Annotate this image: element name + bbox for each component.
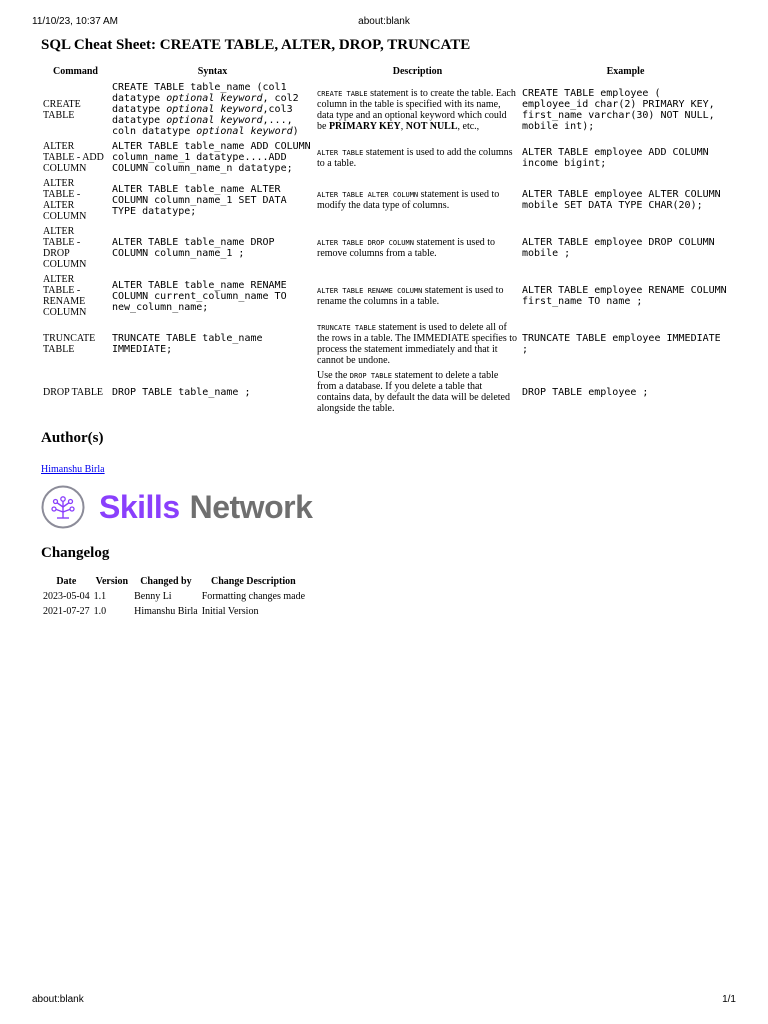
command-cell: ALTER TABLE - RENAME COLUMN bbox=[43, 274, 87, 318]
example-cell: ALTER TABLE employee RENAME COLUMN first_name TO name ; bbox=[522, 285, 727, 307]
example-cell: TRUNCATE TABLE employee IMMEDIATE ; bbox=[522, 333, 721, 355]
changelog-row bbox=[41, 604, 307, 619]
example-cell: ALTER TABLE employee ADD COLUMN income bigint; bbox=[522, 146, 709, 169]
logo-word-skills: Skills bbox=[99, 488, 180, 525]
changelog-changed-by: Benny Li bbox=[134, 591, 172, 602]
author-link[interactable]: Himanshu Birla bbox=[41, 464, 105, 475]
header-command: Command bbox=[52, 66, 98, 77]
changelog-heading: Changelog bbox=[41, 545, 110, 561]
header-change-description: Change Description bbox=[210, 576, 296, 587]
syntax-cell: CREATE TABLE table_name (col1 datatype optional keyword, col2 datatype optional keyword,col3 datatype optional keyword,..., coln datatype optional keyword) bbox=[112, 82, 299, 137]
print-header bbox=[32, 16, 736, 30]
description-cell: TRUNCATE TABLE statement is used to delete all of the rows in a table. The IMMEDIATE specifies to process the statement immediately and that it cannot be undone. bbox=[317, 322, 518, 366]
page-title: SQL Cheat Sheet: CREATE TABLE, ALTER, DROP, TRUNCATE bbox=[41, 37, 471, 53]
header-example: Example bbox=[606, 66, 645, 77]
example-cell: ALTER TABLE employee ALTER COLUMN mobile SET DATA TYPE CHAR(20); bbox=[522, 189, 721, 211]
example-cell: ALTER TABLE employee DROP COLUMN mobile ; bbox=[522, 237, 715, 259]
changelog-date: 2021-07-27 bbox=[43, 606, 90, 617]
syntax-cell: ALTER TABLE table_name RENAME COLUMN current_column_name TO new_column_name; bbox=[112, 279, 287, 313]
syntax-cell: ALTER TABLE table_name DROP COLUMN column_name_1 ; bbox=[112, 237, 275, 259]
description-cell: ALTER TABLE RENAME COLUMN statement is used to rename the columns in a table. bbox=[317, 285, 504, 307]
page-count: 1/1 bbox=[722, 994, 736, 1005]
table-row bbox=[41, 176, 731, 224]
print-datetime: 11/10/23, 10:37 AM bbox=[32, 16, 118, 27]
changelog-version: 1.1 bbox=[93, 591, 107, 602]
document-content bbox=[41, 37, 731, 619]
skills-network-tree-icon bbox=[41, 485, 85, 529]
table-header-row bbox=[41, 64, 731, 80]
sql-cheat-sheet-table bbox=[41, 64, 731, 416]
description-cell: ALTER TABLE statement is used to add the columns to a table. bbox=[317, 146, 513, 169]
header-date: Date bbox=[56, 576, 77, 587]
command-cell: TRUNCATE TABLE bbox=[43, 333, 96, 355]
example-cell: DROP TABLE employee ; bbox=[522, 386, 649, 398]
command-cell: DROP TABLE bbox=[43, 386, 104, 398]
example-cell: CREATE TABLE employee ( employee_id char(2) PRIMARY KEY, first_name varchar(30) NOT NULL, mobile int); bbox=[522, 87, 715, 132]
footer-url: about:blank bbox=[32, 994, 84, 1005]
authors-heading: Author(s) bbox=[41, 430, 104, 446]
table-row bbox=[41, 368, 731, 416]
changelog-date: 2023-05-04 bbox=[43, 591, 90, 602]
command-cell: ALTER TABLE - DROP COLUMN bbox=[43, 226, 87, 270]
command-cell: CREATE TABLE bbox=[43, 98, 81, 121]
changelog-changed-by: Himanshu Birla bbox=[134, 606, 198, 617]
logo-word-network: Network bbox=[189, 488, 313, 525]
description-cell: Use the DROP TABLE statement to delete a table from a database. If you delete a table that contains data, by default the data will be deleted alongside the table. bbox=[317, 370, 510, 414]
description-cell: ALTER TABLE ALTER COLUMN statement is used to modify the data type of columns. bbox=[317, 189, 500, 211]
changelog-row bbox=[41, 589, 307, 604]
table-row bbox=[41, 224, 731, 272]
changelog-description: Initial Version bbox=[201, 606, 259, 617]
table-row bbox=[41, 139, 731, 176]
print-footer bbox=[32, 994, 736, 1008]
table-row bbox=[41, 272, 731, 320]
changelog-header-row bbox=[41, 574, 307, 589]
changelog-table bbox=[41, 574, 307, 619]
command-cell: ALTER TABLE - ALTER COLUMN bbox=[43, 178, 87, 222]
syntax-cell: ALTER TABLE table_name ALTER COLUMN column_name_1 SET DATA TYPE datatype; bbox=[112, 183, 287, 217]
changelog-version: 1.0 bbox=[93, 606, 107, 617]
description-cell: ALTER TABLE DROP COLUMN statement is used to remove columns from a table. bbox=[317, 237, 496, 259]
description-cell: CREATE TABLE statement is to create the table. Each column in the table is specified with its name, data type and an optional keyword which could be PRIMARY KEY, NOT NULL, etc., bbox=[317, 87, 516, 132]
header-changed-by: Changed by bbox=[140, 576, 192, 587]
print-url: about:blank bbox=[358, 16, 410, 27]
changelog-description: Formatting changes made bbox=[201, 591, 306, 602]
command-cell: ALTER TABLE - ADD COLUMN bbox=[43, 141, 104, 174]
syntax-cell: DROP TABLE table_name ; bbox=[112, 386, 251, 398]
header-description: Description bbox=[392, 66, 443, 77]
syntax-cell: ALTER TABLE table_name ADD COLUMN column_name_1 datatype....ADD COLUMN column_name_n datatype; bbox=[112, 141, 311, 174]
skills-network-logo bbox=[41, 483, 731, 531]
header-version: Version bbox=[95, 576, 129, 587]
header-syntax: Syntax bbox=[197, 66, 228, 77]
table-row bbox=[41, 320, 731, 368]
syntax-cell: TRUNCATE TABLE table_name IMMEDIATE; bbox=[112, 333, 263, 355]
table-row bbox=[41, 80, 731, 139]
